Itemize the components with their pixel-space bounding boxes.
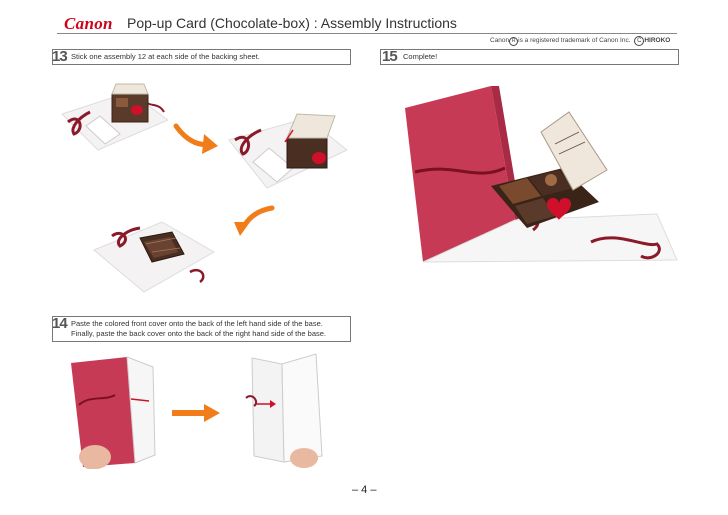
step-14-instruction-line1: Paste the colored front cover onto the back of the left hand side of the base. <box>71 319 323 328</box>
step-13-photo-3 <box>92 210 217 295</box>
trademark-notice <box>490 36 670 46</box>
step-15-completed-card-photo <box>395 72 685 282</box>
step-14-number: 14 <box>52 315 67 332</box>
header-divider <box>57 33 677 34</box>
step-15-number: 15 <box>382 48 397 65</box>
step-14-instruction-line2: Finally, paste the back cover onto the back of the right hand side of the base. <box>71 329 327 338</box>
arrow-right-down-icon <box>170 118 220 158</box>
registered-icon: R <box>509 37 518 46</box>
step-13-photo-1 <box>60 82 170 162</box>
step-13-header <box>52 49 351 65</box>
step-15-instruction: Complete! <box>403 52 438 61</box>
author-name: HIROKO <box>644 37 671 44</box>
page-title: Pop-up Card (Chocolate-box) : Assembly Instructions <box>127 15 457 31</box>
page-number: – 4 – <box>352 484 377 496</box>
step-13-instruction: Stick one assembly 12 at each side of the backing sheet. <box>71 52 260 61</box>
trademark-brand: Canon <box>490 37 510 44</box>
arrow-left-down-icon <box>228 202 278 238</box>
trademark-text: is a registered trademark of Canon Inc. <box>518 37 631 44</box>
step-15-header <box>380 49 679 65</box>
step-13-number: 13 <box>52 48 67 65</box>
canon-logo: Canon <box>64 14 113 33</box>
step-13-photo-2 <box>225 110 350 198</box>
copyright-icon: C <box>634 36 644 46</box>
step-14-photo-1 <box>65 355 165 470</box>
step-14-header <box>52 316 351 342</box>
arrow-right-icon <box>170 402 222 424</box>
step-14-photo-2 <box>232 352 332 470</box>
